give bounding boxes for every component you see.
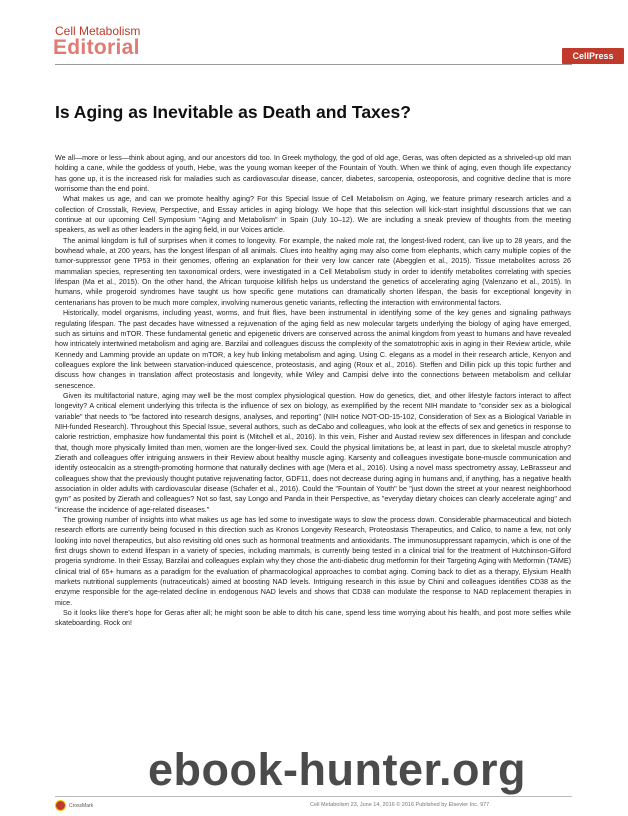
paragraph: Given its multifactorial nature, aging may well be the most complex physiological question. How do genetics, diet, and other lifestyle factors interact to affect longevity? A critical element underlying this trifecta is the influence of sex on biology, as exemplified by the recent NIH mandate to "consider sex as a biological variable" that needs to "be factored into research designs, analyses, and reporting" (NIH notice NOT-OD-15-102, Consideration of Sex as a Biological Variable in NIH-funded Research). Throughout this Special Issue, several authors, such as deCabo and colleagues, who look at the effects of sex and genetics in response to calorie restriction, emphasize how fundamental this point is (Mitchell et al., 2016). In this vein, Fisher and Austad review sex differences in lifespan and conclude that, though more physically limited than men, women are the longer-lived sex. Could the physical limitations be, at least in part, due to skeletal muscle atrophy? Zierath and colleagues offer intriguing answers in their Review about healthy muscle aging. Karsenty and colleagues investigate bone-muscle communication and identify osteocalcin as a strength-promoting hormone that naturally declines with age (Mera et al., 2016). Using a novel mass spectrometry assay, LeBrasseur and colleagues show that the previously thought putative rejuvenating factor, GDF11, does not decrease during aging in humans and, if anything, has a negative health association in older adults with cardiovascular disease (Schafer et al., 2016). Could the "Fountain of Youth" be "just down the street at your nearest neighborhood gym" as posited by Zierath and colleagues? Not so fast, say Longo and Panda in their Perspective, as "everyday dietary choices can clearly accelerate aging" and "increase the incidence of age-related diseases." (55, 391, 571, 514)
watermark: ebook-hunter.org (148, 744, 526, 795)
footer-divider (55, 796, 572, 797)
paragraph: The animal kingdom is full of surprises when it comes to longevity. For example, the naked mole rat, the longest-lived rodent, can live up to 28 years, and the bowhead whale, at 200 years, has the longest lifespan of all animals. Clues into healthy aging may also come from elephants, which carry multiple copies of the tumor-suppressor gene TP53 in their genomes, offering an explanation for their very low cancer rate (Abegglen et al., 2015). Tissue metabolites across 26 mammalian species, representing ten taxonomical orders, were investigated in a Cell Metabolism study in order to identify metabolites correlating with species lifespan (Ma et al., 2015). On the other hand, the African turquoise killifish helps us understand the genetics of accelerating aging (Valenzano et al., 2015). In humans, while progeroid syndromes have taught us how specific gene mutations can dramatically shorten lifespan, the basis for exceptional longevity in centenarians has proven to be much more complex, involving numerous genetic variants, reflecting the interaction with environmental factors. (55, 236, 571, 307)
paragraph: Historically, model organisms, including yeast, worms, and fruit flies, have been instrumental in identifying some of the key genes and signaling pathways regulating lifespan. The past decades have witnessed a rejuvenation of the aging field as new molecular targets underlying the biology of aging have emerged, such as sirtuins and mTOR. These fundamental genetic and epigenetic drivers are conserved across the animal kingdom from yeast to humans and have revealed how intricately intertwined metabolism and aging are. Barzilai and colleagues discuss the complexity of the somatotrophic axis in aging in their Review article, while Kennedy and Lamming provide an update on mTOR, a key hub linking metabolism and aging. Using C. elegans as a model in their research article, Kenyon and colleagues explore the link between starvation-induced quiescence, proteostasis, and aging (Roux et al., 2016). Steffen and Dillin pick up this topic further and discuss how changes in translation affect proteostasis and longevity, while Wiley and Campisi delve into the connections between metabolism and cellular senescence. (55, 309, 571, 390)
footer-citation: Cell Metabolism 23, June 14, 2016 © 2016 Published by Elsevier Inc. 977 (310, 802, 490, 808)
article-title: Is Aging as Inevitable as Death and Taxes? (55, 102, 411, 122)
article-body (55, 153, 571, 629)
cellpress-logo: CellPress (562, 48, 624, 64)
paragraph: The growing number of insights into what makes us age has led some to investigate ways to slow the process down. Considerable pharmaceutical and biotech research efforts are currently being focused in this direction such as Kronos Longevity Research, Proteostasis Therapeutics, and Calico, to name a few, not only looking into novel therapeutics, but also revisiting old ones such as hormonal treatments and antioxidants. The immunosuppressant rapamycin, which is one of the first drugs shown to extend lifespan in a variety of species, including mammals, is currently being tested in a clinical trial for the treatment of Hutchinson-Gilford progeria syndrome. In their Essay, Barzilai and colleagues explain why they chose the anti-diabetic drug metformin for their Targeting Aging with Metformin (TAME) clinical trial of 65+ humans as a paradigm for the evaluation of pharmacological approaches to combat aging. Coming back to diet as a therapy, Elysium Health markets nutritional supplements (nutraceuticals) aimed at boosting NAD levels. Intriguing research in this issue by Chini and colleagues identifies CD38 as the enzyme responsible for the age-related decline in endogenous NAD levels and shows that CD38 can modulate the response to NAD replacement therapies in mice. (55, 516, 571, 607)
section-label: Editorial (53, 36, 140, 59)
header-divider (55, 64, 572, 65)
paragraph: We all—more or less—think about aging, and our ancestors did too. In Greek mythology, the god of old age, Geras, was often depicted as a shriveled-up old man holding a cane, while the goddess of youth, Hebe, was the young woman keeper of the Fountain of Youth. When we think of aging, even though life expectancy has gone up, it is the increased risk for maladies such as cardiovascular disease, cancer, diabetes, sarcopenia, osteoporosis, and cognitive decline that is more worrisome than the end point. (55, 154, 571, 194)
paragraph: So it looks like there's hope for Geras after all; he might soon be able to ditch his cane, spend less time worrying about his health, and post more selfies while skateboarding. Rock on! (55, 609, 571, 628)
crossmark-label: CrossMark (69, 802, 94, 809)
paragraph: What makes us age, and can we promote healthy aging? For this Special Issue of Cell Metabolism on Aging, we feature primary research articles and a collection of Crosstalk, Review, Perspective, and Essay articles in aging biology. We hope that this selection will kick-start insightful discussions that we can continue at our upcoming Cell Symposium "Aging and Metabolism" in Spain (July 10–12). We are including a sneak preview of thoughts from the meeting speakers, as well as other leaders in the aging field, in our Voices article. (55, 195, 571, 235)
crossmark-icon (55, 800, 66, 811)
journal-name: Cell Metabolism (55, 24, 141, 38)
crossmark-badge[interactable] (55, 800, 93, 811)
